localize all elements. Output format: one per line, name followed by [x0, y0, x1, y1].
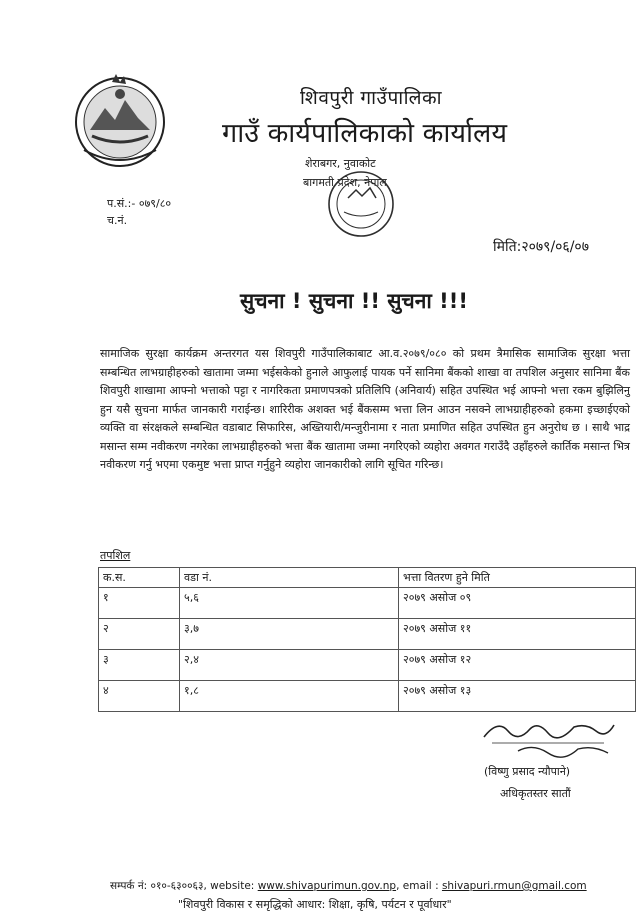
table-row [99, 650, 636, 681]
cell-ward: ३,७ [180, 619, 399, 650]
footer-slogan: "शिवपुरी विकास र समृद्धिको आधार: शिक्षा, कृषि, पर्यटन र पूर्वाधार" [178, 898, 452, 911]
dispatch-number: च.नं. [107, 214, 128, 227]
cell-serial: ४ [99, 681, 180, 712]
cell-date: २०७९ असोज ११ [399, 619, 636, 650]
column-header-serial: क.स. [99, 568, 180, 588]
signatory-name: (विष्णु प्रसाद न्यौपाने) [484, 765, 571, 778]
contact-number: सम्पर्क नं: ०१०-६३००६३, website: [110, 880, 258, 892]
address-line-1: शेराबगर, नुवाकोट [305, 157, 376, 170]
notice-date: मिति:२०७९/०६/०७ [493, 239, 589, 255]
notice-body: सामाजिक सुरक्षा कार्यक्रम अन्तरगत यस शिवपुरी गाउँपालिकाबाट आ.व.२०७९/०८० को प्रथम त्रैमासिक सामाजिक सुरक्षा भत्ता सम्बन्धित लाभग्राहीहरुको खातामा जम्मा भईसकेको हुनाले आफुलाई पायक पर्ने सानिमा बैंकको शाखा वा तपशिल अनुसार सानिमा बैंक शिवपुरी शाखामा आफ्नो भत्ताको पट्टा र नागरिकता प्रमाणपत्रको प्रतिलिपि (अनिवार्य) सहित उपस्थित भई आफ्नो भत्ता रकम बुझिलिनु हुन यसै सुचना मार्फत जानकारी गराईन्छ। शारिरीक अशक्त भई बैंकसम्म भत्ता लिन आउन नसक्ने लाभग्राहीहरुको हकमा इच्छाईएको व्यक्ति वा संरक्षकले सम्बन्धित वडाबाट सिफारिस, अख्तियारी/मन्जुरीनामा र नाता प्रमाणित सहित उपस्थित हुन अनुरोध छ । साथै भाद्र मसान्त सम्म नवीकरण नगरेका लाभग्राहीहरुको भत्ता बैंक खातामा जम्मा नगरिएको व्यहोरा अवगत गराउँदै उहाँहरुले कार्तिक मसान्त भित्र नवीकरण गर्नु भएमा एकमुष्ट भत्ता प्राप्त गर्नुहुने व्यहोरा जानकारीको लागि सूचित गरिन्छ। [100, 347, 630, 471]
cell-ward: २,४ [180, 650, 399, 681]
email-link[interactable]: shivapuri.rmun@gmail.com [441, 880, 587, 892]
cell-ward: ५,६ [180, 588, 399, 619]
footer-contact [110, 879, 587, 893]
cell-date: २०७९ असोज १२ [399, 650, 636, 681]
signatory-title: अधिकृतस्तर सातौं [500, 787, 571, 800]
cell-serial: २ [99, 619, 180, 650]
column-header-date: भत्ता वितरण हुने मिति [399, 568, 636, 588]
cell-ward: १,८ [180, 681, 399, 712]
website-link[interactable]: www.shivapurimun.gov.np [257, 880, 397, 892]
reference-number: प.सं.:- ०७९/८० [107, 197, 172, 210]
cell-serial: ३ [99, 650, 180, 681]
cell-date: २०७९ असोज १३ [399, 681, 636, 712]
column-header-ward: वडा नं. [180, 568, 399, 588]
address-line-2: बागमती प्रदेश, नेपाल [303, 176, 387, 189]
cell-date: २०७९ असोज ०९ [399, 588, 636, 619]
table-row [99, 588, 636, 619]
office-seal-stamp-icon [322, 168, 400, 240]
office-name: शिवपुरी गाउँपालिका [300, 87, 442, 109]
cell-serial: १ [99, 588, 180, 619]
table-header-row [99, 568, 636, 588]
email-label: , email : [396, 880, 442, 892]
notice-title: सुचना ! सुचना !! सुचना !!! [240, 289, 468, 313]
table-row [99, 619, 636, 650]
schedule-label: तपशिल [100, 549, 131, 562]
table-row [99, 681, 636, 712]
handwritten-signature [478, 713, 618, 763]
nepal-government-emblem-icon [70, 70, 170, 170]
distribution-schedule-table [98, 567, 636, 712]
office-title: गाउँ कार्यपालिकाको कार्यालय [222, 118, 507, 149]
